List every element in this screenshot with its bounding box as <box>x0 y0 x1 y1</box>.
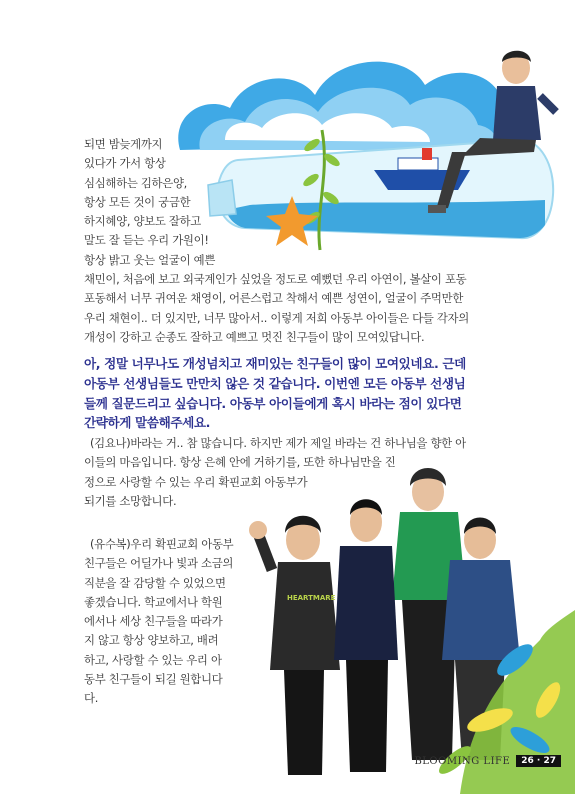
text-line: 되면 밤늦게까지 <box>84 137 163 151</box>
text-line: 개성이 강하고 순종도 잘하고 예쁘고 멋진 친구들이 많이 모여있답니다. <box>84 329 425 344</box>
text-line: 포동해서 너무 귀여운 채영이, 어른스럽고 착해서 예쁜 성연이, 얼굴이 주먹만한 <box>84 291 464 306</box>
text-line: 하지혜양, 양보도 잘하고 <box>84 214 201 229</box>
sweatshirt-print-text: HEARTMARE <box>287 594 336 602</box>
answer-line: 좋겠습니다. 학교에서나 학원 <box>84 594 223 609</box>
answer-yoo-subok <box>84 535 234 709</box>
text-line: 항상 모든 것이 궁금한 <box>84 194 191 209</box>
page-number: 26 · 27 <box>516 755 561 767</box>
answer-line: 되기를 소망합니다. <box>84 493 177 508</box>
question-line: 들께 질문드리고 싶습니다. 아동부 아이들에게 혹시 바라는 점이 있다면 <box>84 395 462 411</box>
text-line: 항상 밝고 웃는 얼굴이 예쁜 <box>84 252 216 267</box>
text-line: 말도 잘 듣는 우리 가원이! <box>84 233 209 248</box>
answer-line: 직분을 잘 감당할 수 있었으면 <box>84 575 226 590</box>
answer-line: (김요나)바라는 거.. 참 많습니다. 하지만 제가 제일 바라는 건 하나님을 향한 아 <box>90 436 466 450</box>
intro-paragraph-wrapped <box>84 135 215 270</box>
glass-bottle-graphic <box>208 140 553 238</box>
text-line: 심심해하는 김하은양, <box>84 175 187 190</box>
interview-question <box>84 354 466 433</box>
answer-line: (유수복)우리 확핀교회 아동부 <box>90 537 234 551</box>
question-line: 아, 정말 너무나도 개성넘치고 재미있는 친구들이 많이 모여있네요. 근데 <box>84 356 466 371</box>
text-line: 채민이, 처음에 보고 외국계인가 싶었을 정도로 예뻤던 우리 아연이, 볼살이 포동 <box>84 272 467 286</box>
answer-line: 에서나 세상 친구들을 따라가 <box>84 614 223 629</box>
answer-line: 정으로 사랑할 수 있는 우리 확핀교회 아동부가 <box>84 474 308 489</box>
magazine-brand: BLOOMING LIFE <box>414 755 511 767</box>
text-line: 있다가 가서 항상 <box>84 156 166 171</box>
answer-kim-yona <box>84 434 466 511</box>
answer-line: 하고, 사랑할 수 있는 우리 아 <box>84 652 222 667</box>
answer-line: 다. <box>84 691 99 706</box>
answer-line: 이들의 마음입니다. 항상 은혜 안에 거하기를, 또한 하나님만을 진 <box>84 455 396 470</box>
answer-line: 친구들은 어딜가나 빛과 소금의 <box>84 556 234 571</box>
answer-line: 동부 친구들이 되길 원합니다 <box>84 672 223 687</box>
text-line: 우리 채현이.. 더 있지만, 너무 많아서.. 이렇게 저희 아동부 아이들은 다들 각자의 <box>84 310 469 325</box>
cloud-sky-graphic <box>178 62 529 150</box>
question-line: 간략하게 말씀해주세요. <box>84 415 211 431</box>
intro-paragraph-full <box>84 270 469 347</box>
question-line: 아동부 선생님들도 만만치 않은 것 같습니다. 이번엔 모든 아동부 선생님 <box>84 375 466 391</box>
answer-line: 지 않고 항상 양보하고, 배려 <box>84 633 219 648</box>
page-footer <box>414 754 561 768</box>
